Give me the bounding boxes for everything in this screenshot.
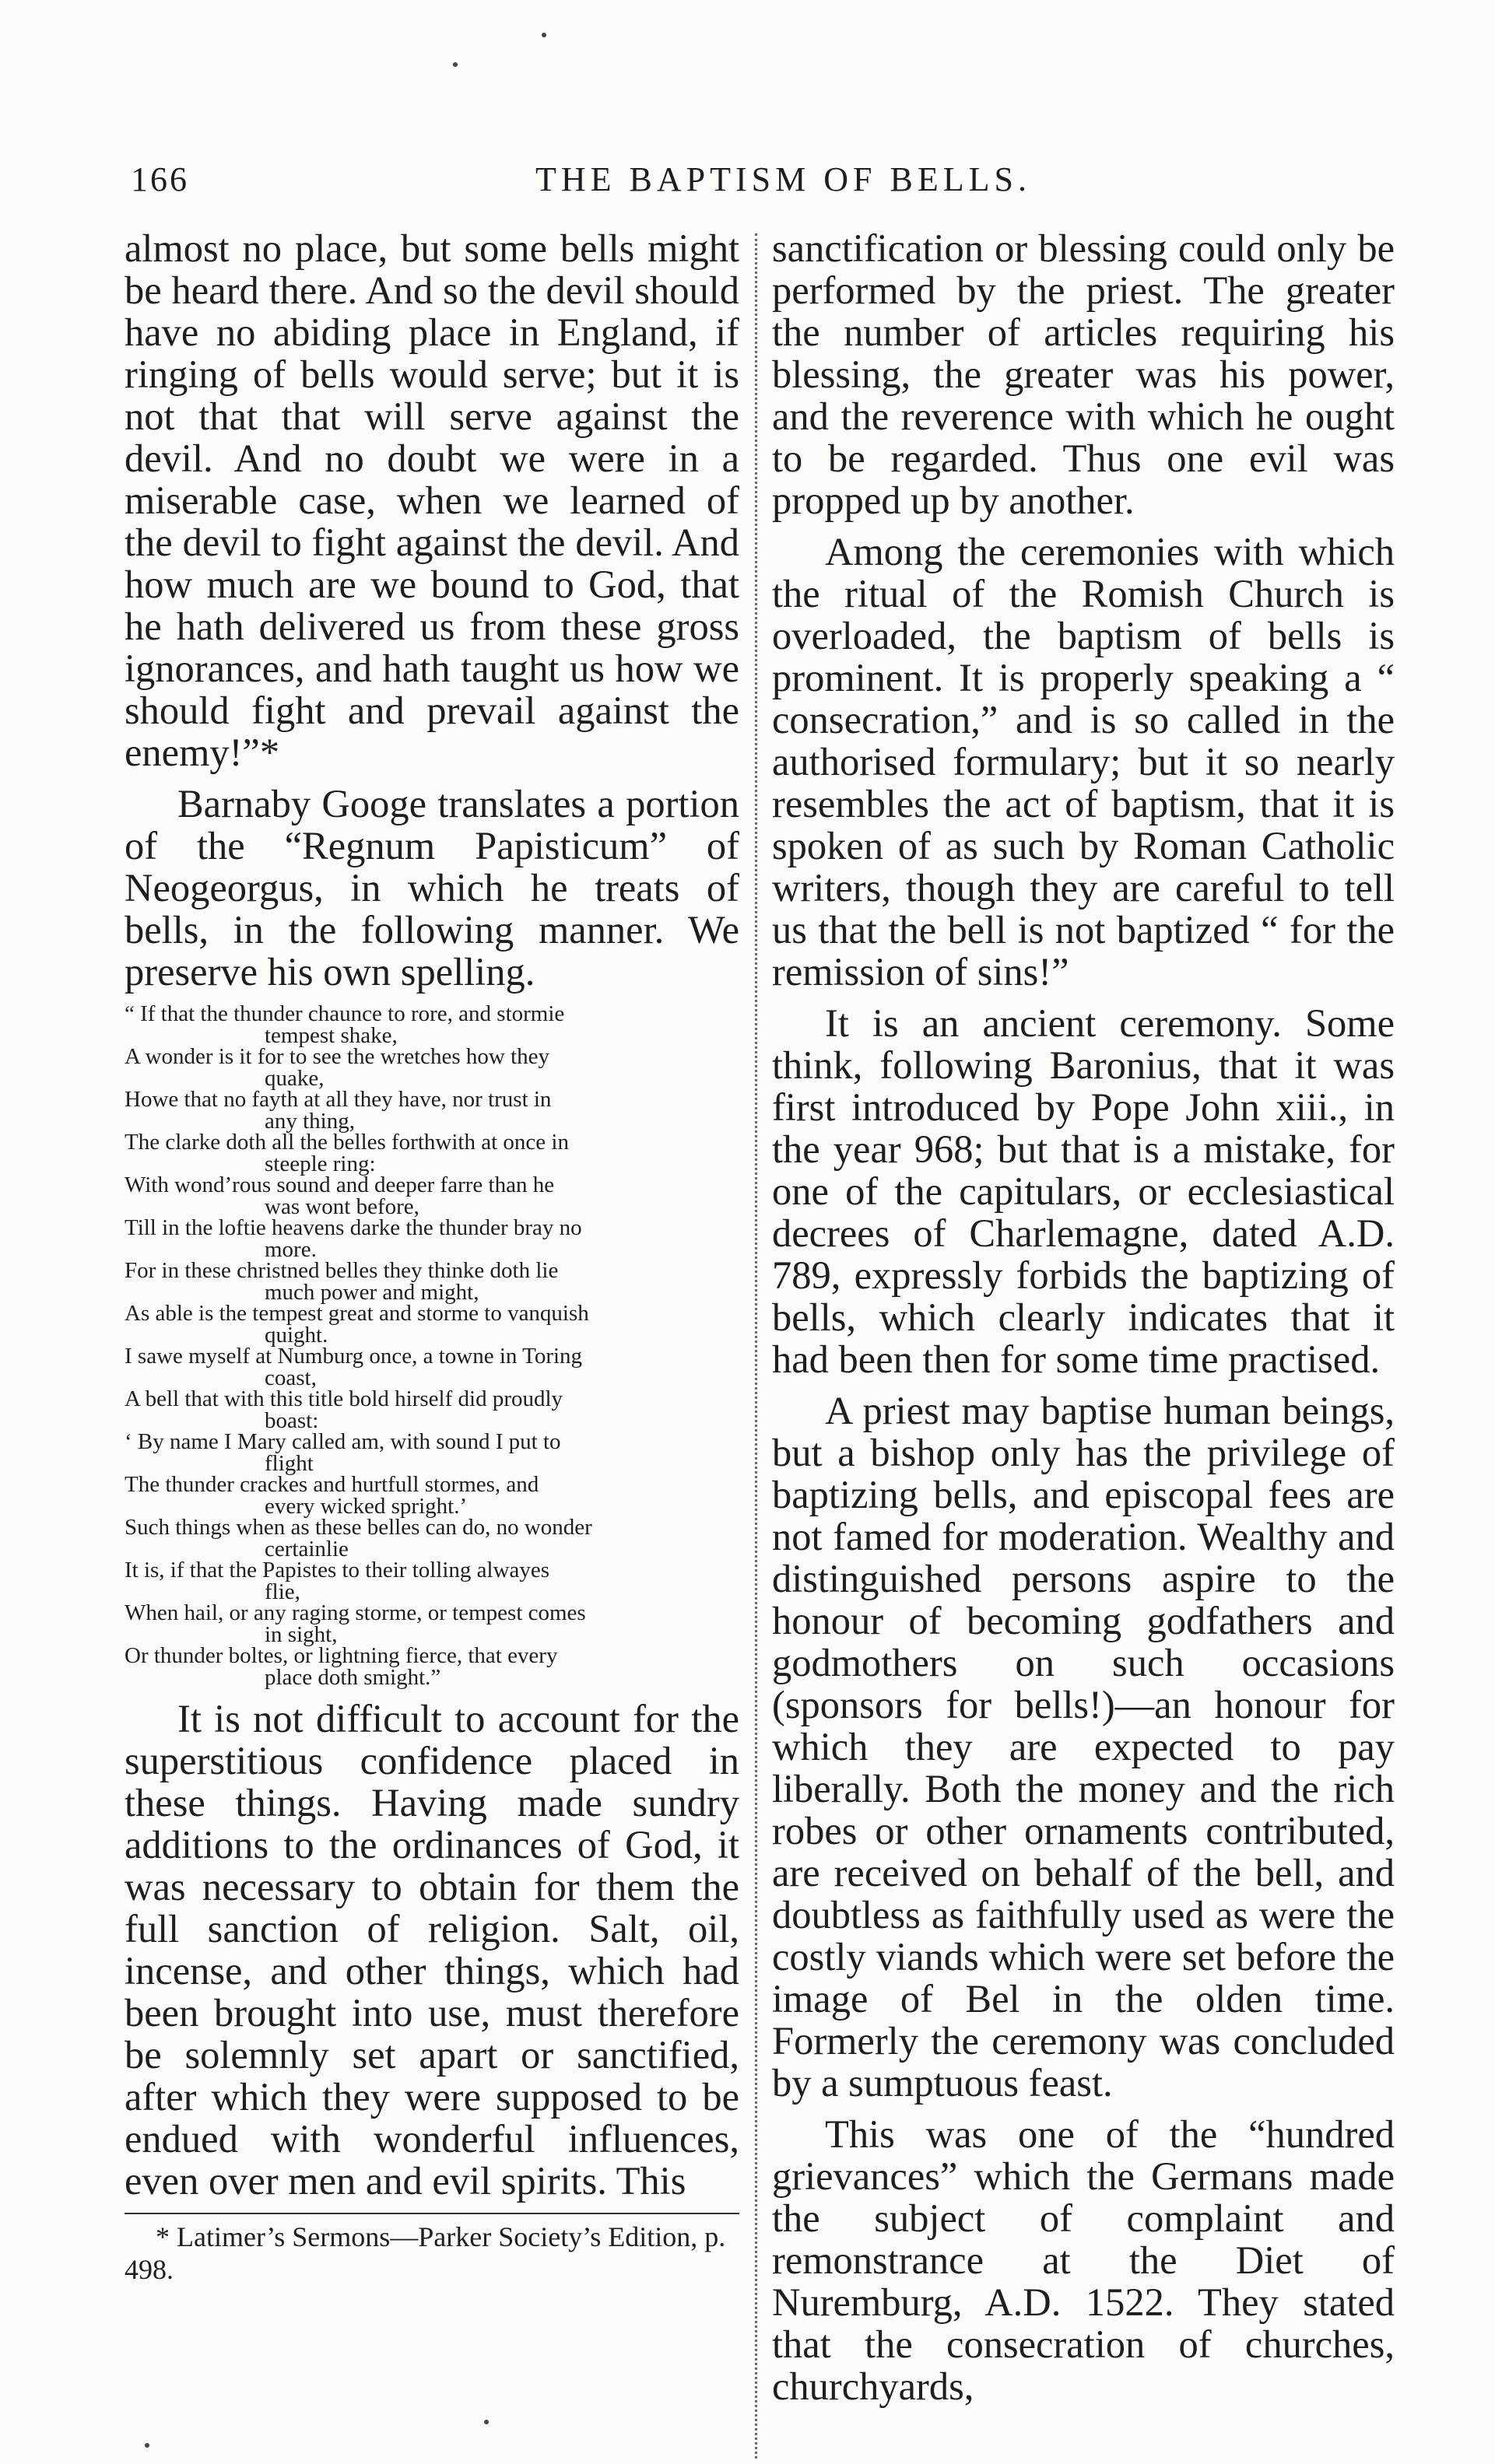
running-title: THE BAPTISM OF BELLS. — [535, 160, 1031, 198]
page-number: 166 — [131, 160, 189, 198]
scan-speck — [145, 2443, 149, 2448]
paragraph: It is an ancient ceremony. Some think, following Baronius, that it was first introduced by Pope John xiii., in the year 968; but that is a mistake, for one of the capitulars, or ecclesiastical decrees of Charlemagne, dated A.D. 789, expressly forbids the baptizing of bells, which clearly indicates that it had been then for some time practised. — [772, 1001, 1395, 1381]
paragraph: A priest may baptise human beings, but a bishop only has the privilege of baptizing bells, and episcopal fees are not famed for moderation. Wealthy and distinguished persons aspire to the honour of becoming godfathers and godmothers on such occasions (sponsors for bells!)—an honour for which they are expected to pay liberally. Both the money and the rich robes or other ornaments contributed, are received on behalf of the bell, and doubtless as faithfully used as were the costly viands which were set before the image of Bel in the olden time. Formerly the ceremony was concluded by a sumptuous feast. — [772, 1389, 1395, 2105]
poem-line: ‘ By name I Mary called am, with sound I put to flight — [125, 1429, 561, 1476]
poem-line: I sawe myself at Numburg once, a towne in Toring coast, — [125, 1344, 583, 1390]
scan-speck — [453, 62, 458, 67]
poem-line: The clarke doth all the belles forthwith at once in steeple ring: — [125, 1130, 569, 1176]
paragraph: sanctification or blessing could only be performed by the priest. The greater the number of articles requiring his blessing, the greater was his power, and the reverence with which he ought to be regarded. Thus one evil was propped up by another. — [772, 226, 1395, 522]
paragraph: Barnaby Googe translates a portion of the “Regnum Papisticum” of Neogeorgus, in which he treats of bells, in the following manner. We preserve his own spelling. — [125, 782, 739, 994]
paragraph: almost no place, but some bells might be heard there. And so the devil should have no abiding place in England, if ringing of bells would serve; but it is not that that will serve against the devil. And no doubt we were in a miserable case, when we learned of the devil to fight against the devil. And how much are we bound to God, that he hath delivered us from these gross ignorances, and hath taught us how we should fight and prevail against the enemy!”* — [125, 226, 739, 774]
poem-line: It is, if that the Papistes to their tolling alwayes flie, — [125, 1558, 550, 1604]
poem-line: A bell that with this title bold hirself did proudly boast: — [125, 1386, 563, 1433]
page-header — [131, 159, 1384, 206]
poem-line: When hail, or any raging storme, or tempest comes in sight, — [125, 1600, 586, 1647]
footnote-rule — [125, 2213, 739, 2214]
poem-line: With wond’rous sound and deeper farre than he was wont before, — [125, 1172, 555, 1219]
scan-speck — [542, 33, 546, 37]
poem-line: Or thunder boltes, or lightning fierce, that every place doth smight.” — [125, 1643, 558, 1690]
column-divider — [755, 233, 757, 2459]
paragraph: This was one of the “hundred grievances” which the Germans made the subject of complaint and remonstrance at the Diet of Nuremburg, A.D. 1522. They stated that the consecration of churches, churchyards, — [772, 2112, 1395, 2408]
poem-line: A wonder is it for to see the wretches how they quake, — [125, 1044, 550, 1091]
footnote: * Latimer’s Sermons—Parker Society’s Edition, p. 498. — [125, 2221, 726, 2285]
poem-line: Howe that no fayth at all they have, nor trust in any thing, — [125, 1087, 552, 1134]
poem-line: Such things when as these belles can do, no wonder certainlie — [125, 1515, 592, 1561]
poem-line: For in these christned belles they thinke doth lie much power and might, — [125, 1258, 559, 1305]
poem-line: The thunder crackes and hurtfull stormes, and every wicked spright.’ — [125, 1472, 539, 1519]
poem-line: Till in the loftie heavens darke the thunder bray no more. — [125, 1215, 582, 1262]
paragraph: It is not difficult to account for the superstitious confidence placed in these things. Having made sundry additions to the ordinances of God, it was necessary to obtain for them the full sanction of religion. Salt, oil, incense, and other things, which had been brought into use, must therefore be solemnly set apart or sanctified, after which they were supposed to be endued with wonderful influences, even over men and evil spirits. This — [125, 1697, 739, 2203]
poem-line: As able is the tempest great and storme to vanquish quight. — [125, 1301, 589, 1348]
poem-quotation — [125, 1001, 739, 1690]
paragraph: Among the ceremonies with which the ritual of the Romish Church is overloaded, the baptism of bells is prominent. It is properly speaking a “ consecration,” and is so called in the authorised formulary; but it so nearly resembles the act of baptism, that it is spoken of as such by Roman Catholic writers, though they are careful to tell us that the bell is not baptized “ for the remission of sins!” — [772, 530, 1395, 994]
scan-speck — [484, 2420, 489, 2424]
left-column — [125, 227, 739, 2286]
right-column — [772, 227, 1395, 2407]
poem-line: “ If that the thunder chaunce to rore, and stormie tempest shake, — [125, 1001, 565, 1048]
